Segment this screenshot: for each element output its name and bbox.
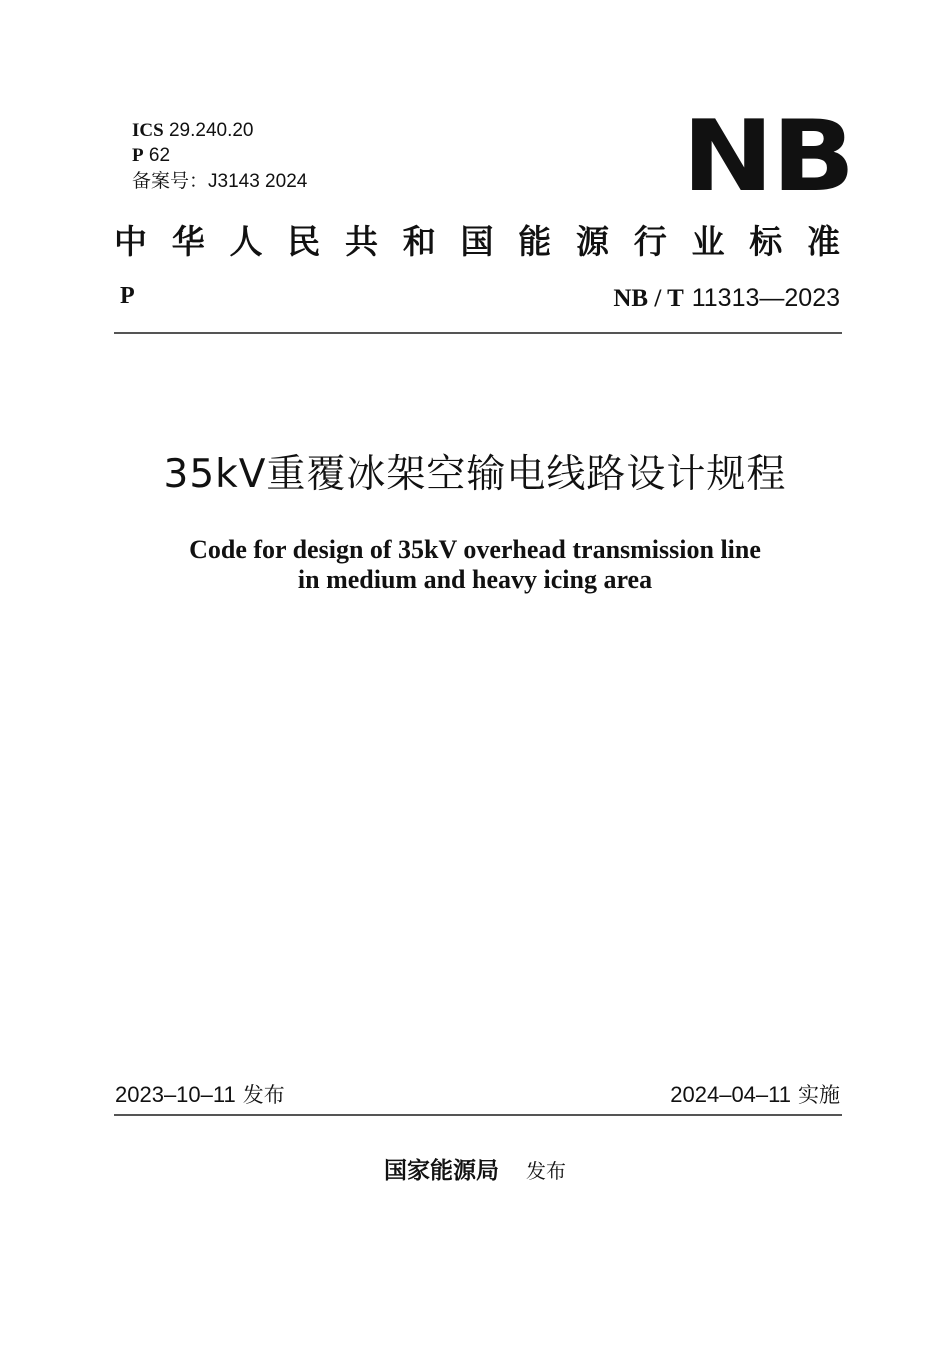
standard-banner (114, 222, 840, 262)
banner-char: 标 (749, 222, 783, 261)
standard-number (613, 283, 840, 314)
p-value: 62 (148, 145, 171, 166)
ics-value: 29.240.20 (168, 120, 254, 141)
effective-date-word: 实施 (798, 1083, 840, 1107)
issue-date-word: 发布 (242, 1083, 285, 1107)
publisher (0, 1156, 950, 1186)
nb-logo: NB (682, 100, 854, 214)
banner-char: 华 (171, 222, 205, 261)
banner-char: 共 (345, 222, 378, 261)
p-code (132, 144, 170, 168)
effective-date (670, 1081, 840, 1110)
standard-prefix: NB / T (613, 285, 684, 312)
title-english-line1: Code for design of 35kV overhead transmission line (189, 535, 761, 564)
banner-char: 源 (576, 222, 609, 261)
effective-date-value: 2024–04–11 (670, 1082, 791, 1107)
banner-char: 和 (402, 222, 436, 261)
top-divider (114, 332, 842, 334)
banner-char: 民 (287, 222, 321, 261)
publisher-verb: 发布 (526, 1159, 567, 1183)
title-chinese: 35kV重覆冰架空输电线路设计规程 (163, 452, 787, 497)
banner-char: 能 (518, 222, 552, 261)
standard-number-value: 11313—2023 (691, 284, 840, 312)
banner-char: 中 (114, 222, 147, 261)
banner-char: 国 (460, 222, 494, 261)
record-value: J3143 2024 (208, 171, 308, 192)
bottom-divider (114, 1114, 842, 1116)
p-label: P (132, 145, 144, 166)
ics-label: ICS (132, 120, 164, 141)
ics-code (132, 119, 254, 143)
banner-char: 业 (691, 222, 725, 261)
issue-date (115, 1081, 285, 1110)
category-code: P (120, 283, 135, 309)
record-number (132, 170, 307, 194)
title-english-line2: in medium and heavy icing area (297, 565, 653, 594)
banner-char: 行 (633, 222, 667, 261)
banner-char: 人 (229, 222, 263, 261)
banner-char: 准 (807, 222, 840, 261)
record-label: 备案号： (132, 171, 209, 192)
publisher-organization: 国家能源局 (383, 1157, 499, 1184)
issue-date-value: 2023–10–11 (115, 1082, 236, 1107)
